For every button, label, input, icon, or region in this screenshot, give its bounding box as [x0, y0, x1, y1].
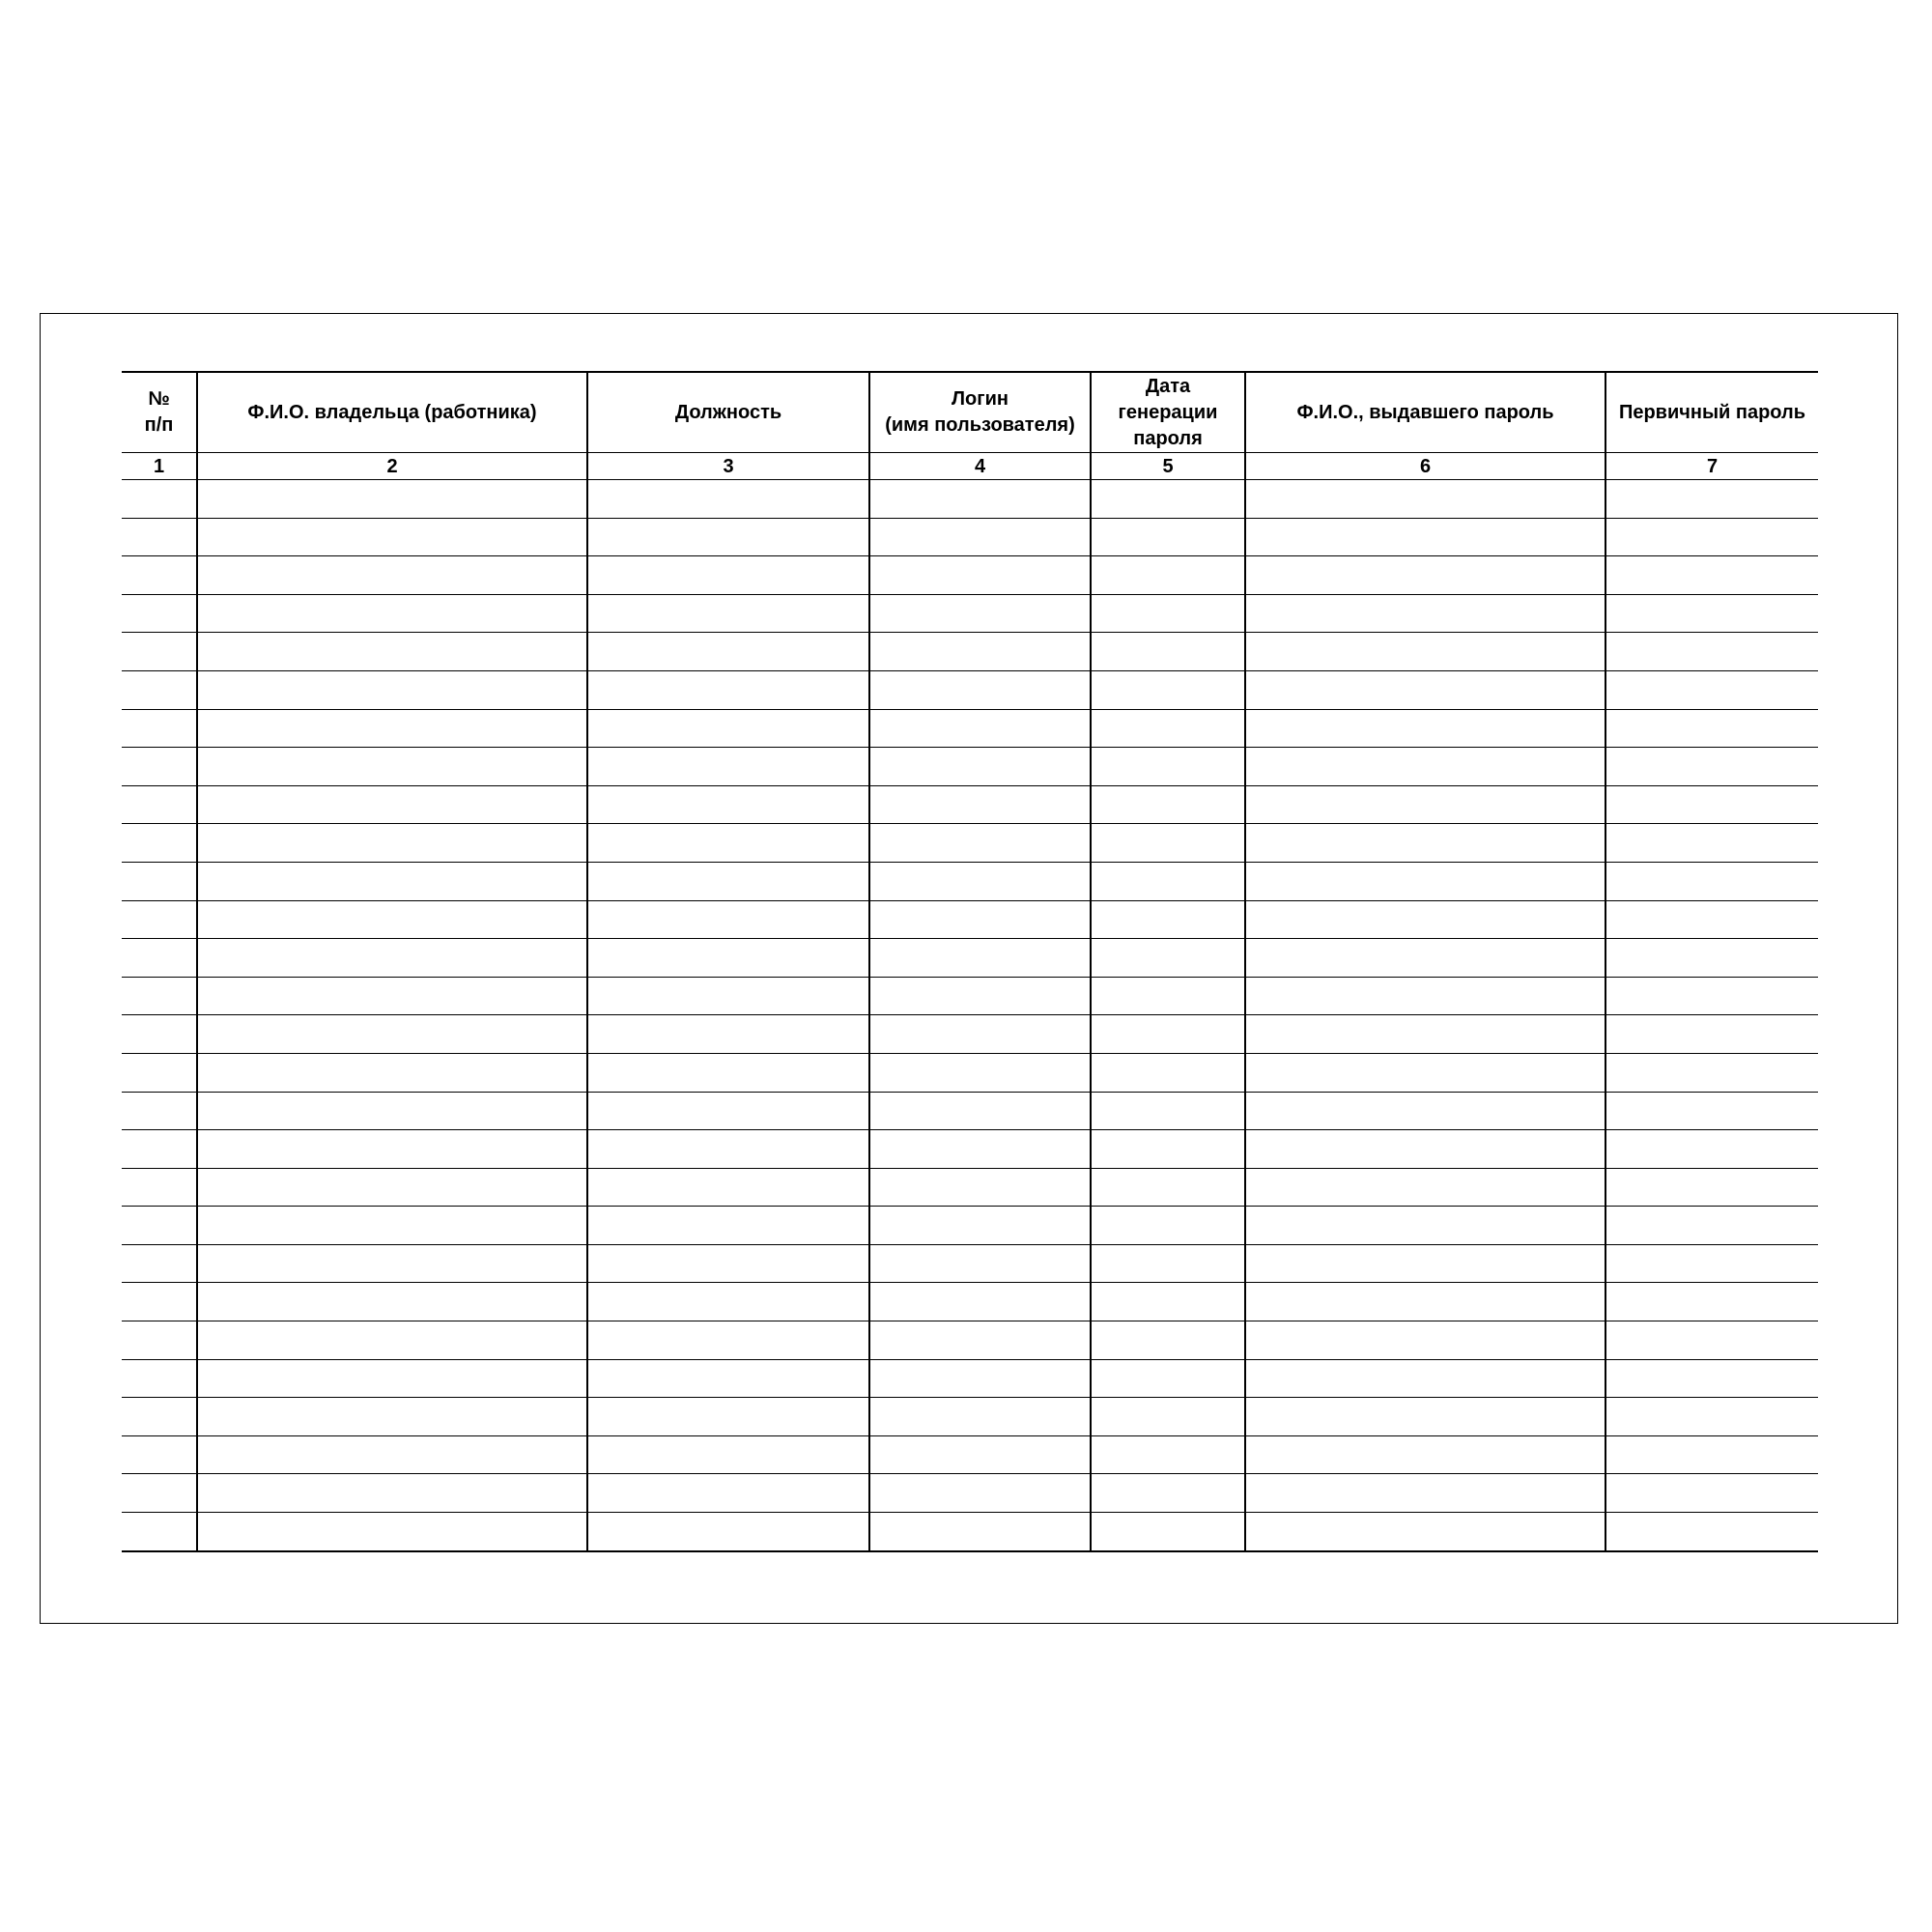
header-label: Логин (имя пользователя) — [885, 388, 1075, 436]
table-cell — [1091, 480, 1245, 519]
table-cell — [587, 1207, 869, 1245]
table-cell — [1091, 1474, 1245, 1513]
table-cell — [197, 748, 587, 786]
table-row — [122, 1092, 1818, 1130]
table-cell — [1605, 1053, 1818, 1092]
column-number: 3 — [587, 453, 869, 480]
table-cell — [1091, 1513, 1245, 1551]
table-cell — [197, 709, 587, 748]
table-cell — [869, 900, 1091, 939]
table-cell — [587, 1244, 869, 1283]
table-cell — [1245, 594, 1605, 633]
table-cell — [1091, 1092, 1245, 1130]
table-cell — [1245, 1244, 1605, 1283]
column-number: 2 — [197, 453, 587, 480]
table-cell — [1091, 1053, 1245, 1092]
table-cell — [1245, 556, 1605, 595]
table-cell — [869, 1092, 1091, 1130]
table-cell — [1605, 1283, 1818, 1321]
table-cell — [869, 1207, 1091, 1245]
table-cell — [1605, 1015, 1818, 1054]
table-cell — [1605, 1207, 1818, 1245]
table-cell — [869, 1321, 1091, 1360]
table-cell — [197, 1398, 587, 1436]
table-cell — [197, 1474, 587, 1513]
table-cell — [1091, 1015, 1245, 1054]
table-cell — [869, 556, 1091, 595]
table-cell — [1091, 594, 1245, 633]
table-cell — [587, 709, 869, 748]
table-cell — [122, 1053, 197, 1092]
table-cell — [122, 977, 197, 1015]
table-cell — [1245, 1053, 1605, 1092]
table-cell — [197, 862, 587, 900]
table-cell — [1245, 1015, 1605, 1054]
table-row — [122, 1321, 1818, 1360]
table-cell — [122, 518, 197, 556]
table-row — [122, 709, 1818, 748]
table-cell — [869, 594, 1091, 633]
table-cell — [587, 862, 869, 900]
table-cell — [1605, 556, 1818, 595]
table-cell — [869, 670, 1091, 709]
table-cell — [197, 824, 587, 863]
table-cell — [869, 1053, 1091, 1092]
table-cell — [587, 939, 869, 978]
table-cell — [1245, 939, 1605, 978]
table-cell — [197, 939, 587, 978]
table-row — [122, 1015, 1818, 1054]
table-cell — [1605, 977, 1818, 1015]
table-cell — [869, 480, 1091, 519]
table-cell — [1605, 748, 1818, 786]
table-cell — [122, 1321, 197, 1360]
table-cell — [1605, 1130, 1818, 1169]
table-row — [122, 594, 1818, 633]
table-row — [122, 900, 1818, 939]
table-cell — [1605, 1321, 1818, 1360]
table-cell — [1605, 1435, 1818, 1474]
table-cell — [1091, 1244, 1245, 1283]
table-row — [122, 480, 1818, 519]
table-cell — [122, 1398, 197, 1436]
table-cell — [197, 1015, 587, 1054]
table-cell — [869, 1513, 1091, 1551]
table-cell — [197, 1130, 587, 1169]
table-cell — [1091, 1359, 1245, 1398]
table-cell — [1605, 1474, 1818, 1513]
table-cell — [1091, 785, 1245, 824]
header-cell-position — [587, 372, 869, 453]
table-cell — [869, 1398, 1091, 1436]
table-cell — [587, 480, 869, 519]
table-cell — [197, 594, 587, 633]
table-cell — [197, 518, 587, 556]
table-cell — [122, 748, 197, 786]
column-number: 1 — [122, 453, 197, 480]
table-row — [122, 1244, 1818, 1283]
table-cell — [1091, 1398, 1245, 1436]
table-cell — [1605, 670, 1818, 709]
table-cell — [1245, 1092, 1605, 1130]
table-cell — [197, 1283, 587, 1321]
table-cell — [122, 1092, 197, 1130]
table-cell — [1605, 633, 1818, 671]
table-row — [122, 862, 1818, 900]
table-cell — [197, 1359, 587, 1398]
header-cell-issuer-name — [1245, 372, 1605, 453]
table-cell — [122, 480, 197, 519]
table-cell — [869, 633, 1091, 671]
header-cell-login — [869, 372, 1091, 453]
header-cell-generation-date — [1091, 372, 1245, 453]
table-row — [122, 748, 1818, 786]
table-cell — [1605, 862, 1818, 900]
table-cell — [122, 1168, 197, 1207]
table-cell — [1091, 556, 1245, 595]
table-row — [122, 633, 1818, 671]
table-row — [122, 556, 1818, 595]
table-cell — [1245, 1474, 1605, 1513]
table-cell — [1091, 1130, 1245, 1169]
table-row — [122, 1207, 1818, 1245]
header-label: Должность — [674, 401, 782, 423]
table-cell — [587, 1435, 869, 1474]
table-cell — [122, 1513, 197, 1551]
table-cell — [1605, 785, 1818, 824]
table-row — [122, 824, 1818, 863]
table-cell — [587, 670, 869, 709]
table-cell — [587, 900, 869, 939]
header-cell-owner-name — [197, 372, 587, 453]
table-cell — [122, 594, 197, 633]
header-label: Дата генерации пароля — [1118, 375, 1218, 449]
header-label: № п/п — [144, 388, 174, 436]
table-cell — [869, 1168, 1091, 1207]
table-cell — [587, 977, 869, 1015]
table-cell — [1245, 824, 1605, 863]
column-number: 7 — [1605, 453, 1818, 480]
table-cell — [869, 709, 1091, 748]
header-cell-initial-password — [1605, 372, 1818, 453]
table-cell — [1091, 518, 1245, 556]
table-cell — [587, 1092, 869, 1130]
table-cell — [122, 1283, 197, 1321]
table-cell — [1245, 1359, 1605, 1398]
table-cell — [1245, 1168, 1605, 1207]
table-cell — [197, 900, 587, 939]
table-cell — [197, 785, 587, 824]
table-cell — [1245, 1398, 1605, 1436]
table-row — [122, 1053, 1818, 1092]
table-cell — [197, 1244, 587, 1283]
table-cell — [1605, 900, 1818, 939]
table-cell — [122, 1435, 197, 1474]
table-cell — [1245, 709, 1605, 748]
table-cell — [587, 1130, 869, 1169]
table-cell — [197, 1513, 587, 1551]
column-number: 5 — [1091, 453, 1245, 480]
table-cell — [587, 1168, 869, 1207]
header-row — [122, 372, 1818, 453]
header-label: Ф.И.О. владельца (работника) — [247, 401, 537, 423]
table-cell — [1091, 1435, 1245, 1474]
table-cell — [587, 1015, 869, 1054]
table-row — [122, 939, 1818, 978]
table-cell — [1245, 1207, 1605, 1245]
table-cell — [1091, 939, 1245, 978]
table-cell — [587, 633, 869, 671]
password-register-table — [122, 371, 1818, 1552]
table-cell — [1245, 1513, 1605, 1551]
table-cell — [1245, 480, 1605, 519]
table-cell — [197, 1207, 587, 1245]
table-cell — [587, 1398, 869, 1436]
table-cell — [122, 824, 197, 863]
table-cell — [122, 1015, 197, 1054]
table-cell — [197, 1092, 587, 1130]
table-cell — [869, 518, 1091, 556]
table-cell — [1245, 1321, 1605, 1360]
table-cell — [122, 633, 197, 671]
header-cell-row-number — [122, 372, 197, 453]
column-number: 4 — [869, 453, 1091, 480]
table-cell — [1245, 785, 1605, 824]
table-cell — [197, 556, 587, 595]
table-cell — [197, 1053, 587, 1092]
table-cell — [1605, 1513, 1818, 1551]
table-cell — [122, 709, 197, 748]
table-cell — [869, 1359, 1091, 1398]
table-cell — [122, 1130, 197, 1169]
table-row — [122, 1359, 1818, 1398]
table-cell — [869, 1015, 1091, 1054]
table-cell — [1605, 518, 1818, 556]
table-cell — [869, 977, 1091, 1015]
table-row — [122, 670, 1818, 709]
table-cell — [1605, 480, 1818, 519]
column-number: 6 — [1245, 453, 1605, 480]
table-cell — [197, 977, 587, 1015]
table-cell — [122, 1207, 197, 1245]
table-cell — [869, 1244, 1091, 1283]
table-cell — [197, 670, 587, 709]
column-number-row — [122, 453, 1818, 480]
table-cell — [869, 1435, 1091, 1474]
table-cell — [1091, 670, 1245, 709]
table-cell — [869, 1130, 1091, 1169]
table-cell — [1091, 1207, 1245, 1245]
table-cell — [1245, 977, 1605, 1015]
table-cell — [587, 1513, 869, 1551]
table-cell — [587, 1359, 869, 1398]
table-cell — [1091, 1321, 1245, 1360]
table-cell — [1091, 748, 1245, 786]
table-row — [122, 1398, 1818, 1436]
table-cell — [1091, 1168, 1245, 1207]
table-cell — [869, 824, 1091, 863]
table-cell — [1605, 824, 1818, 863]
table-cell — [1091, 824, 1245, 863]
table-cell — [122, 862, 197, 900]
table-cell — [587, 748, 869, 786]
table-cell — [587, 1321, 869, 1360]
table-cell — [122, 1244, 197, 1283]
table-cell — [587, 785, 869, 824]
table-cell — [122, 670, 197, 709]
table-cell — [122, 1359, 197, 1398]
table-row — [122, 1168, 1818, 1207]
table-cell — [1245, 1130, 1605, 1169]
table-cell — [1605, 939, 1818, 978]
table-cell — [122, 1474, 197, 1513]
table-cell — [869, 1283, 1091, 1321]
table-row — [122, 977, 1818, 1015]
table-cell — [1245, 862, 1605, 900]
table-cell — [1245, 748, 1605, 786]
table-cell — [1091, 900, 1245, 939]
table-cell — [1245, 1435, 1605, 1474]
table-cell — [1245, 900, 1605, 939]
table-cell — [587, 1283, 869, 1321]
table-cell — [869, 1474, 1091, 1513]
table-cell — [1245, 1283, 1605, 1321]
header-label: Первичный пароль — [1618, 401, 1806, 423]
table-cell — [1605, 709, 1818, 748]
table-row — [122, 1435, 1818, 1474]
table-cell — [869, 785, 1091, 824]
table-row — [122, 518, 1818, 556]
table-cell — [122, 900, 197, 939]
table-cell — [122, 939, 197, 978]
table-cell — [587, 824, 869, 863]
table-cell — [587, 594, 869, 633]
table-cell — [197, 1168, 587, 1207]
table-cell — [197, 633, 587, 671]
table-cell — [1091, 977, 1245, 1015]
table-cell — [1605, 1398, 1818, 1436]
table-cell — [1605, 1244, 1818, 1283]
table-row — [122, 1283, 1818, 1321]
table-cell — [197, 480, 587, 519]
table-cell — [1605, 1168, 1818, 1207]
table-cell — [587, 518, 869, 556]
table-cell — [1091, 862, 1245, 900]
header-label: Ф.И.О., выдавшего пароль — [1296, 401, 1554, 423]
table-cell — [1091, 633, 1245, 671]
table-cell — [197, 1321, 587, 1360]
table-cell — [1091, 709, 1245, 748]
table-cell — [869, 862, 1091, 900]
table-cell — [587, 1474, 869, 1513]
table-cell — [1605, 1092, 1818, 1130]
table-row — [122, 785, 1818, 824]
table-cell — [1605, 594, 1818, 633]
table-row — [122, 1130, 1818, 1169]
table-cell — [122, 556, 197, 595]
table-cell — [869, 939, 1091, 978]
table-cell — [1245, 633, 1605, 671]
table-cell — [1605, 1359, 1818, 1398]
table-cell — [587, 1053, 869, 1092]
table-cell — [587, 556, 869, 595]
table-cell — [1245, 670, 1605, 709]
table-cell — [869, 748, 1091, 786]
table-cell — [1091, 1283, 1245, 1321]
table-cell — [1245, 518, 1605, 556]
table-row — [122, 1513, 1818, 1551]
table-row — [122, 1474, 1818, 1513]
table-cell — [197, 1435, 587, 1474]
table-body — [122, 480, 1818, 1551]
table-cell — [122, 785, 197, 824]
